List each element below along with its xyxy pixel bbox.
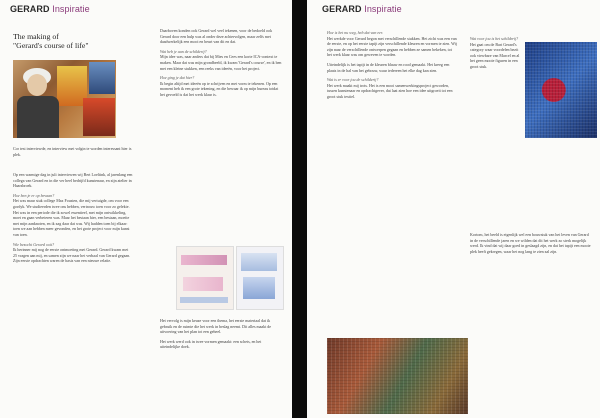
title-line-2: "Gerard's course of life" <box>13 41 89 50</box>
header-subtitle: Inspiratie <box>364 4 402 14</box>
paragraph: Uiteindelijk is het tapijt in de kleuren blauw en rood gemaakt. Het kreeg een plaats in de hal van het gebouw, waar iedereen het elke dag kan zien. <box>327 61 450 73</box>
question: Hoe ging je dat hier? <box>160 75 195 81</box>
question: Wat is er voor jou de schilderij? <box>327 77 379 83</box>
column-1 <box>13 172 133 268</box>
question: Wat voor jou is het schilderij? <box>470 36 519 41</box>
column-2-top <box>470 34 522 74</box>
column-2 <box>160 28 282 102</box>
page-header <box>322 4 402 14</box>
paragraph: Het gaat om de Bart Gerard's category waar voordelen bezit ook viewbare van Marcel en al het geen mooie figuren in een groot stuk. <box>470 41 520 69</box>
paragraph: Het was maar stuk college Max Fousten, die mij vertuigde, om voor een gordyk. We studieerden twee ons hebben, vertrouw toen voor zo gelekte. Het was in een periode die ik zowel essentieel, met mijn ontwikkeling, moet en gaan verbeteren was. Maar het bestaan hier, een bestaan, moeite met mijn aanknoten, en ik zag daar dat was. Wij hadden toen bij elkaar: toen we aan hebben meer gevonden, en het grote project voor mijn kunst van toen. <box>13 198 130 237</box>
artist-photo <box>13 60 116 138</box>
right-page <box>307 0 600 418</box>
left-page <box>0 0 292 418</box>
column-1 <box>327 28 457 104</box>
header-subtitle: Inspiratie <box>52 4 90 14</box>
paragraph: Kortom, het beeld is eigenlijk wel een bouwstuk van het leven van Gerard in de verschillende jaren en we wilden dat dit het werk zo sterk mogelijk werd. Ik vind dat wij daar goed in geslaagd zijn, en dat het tapijt een mooie plek heeft gekregen, waar het nog lang te zien zal zijn. <box>470 232 591 254</box>
paragraph: Het vervolg is mijn keuze voor een thema, het eerste materiaal dat ik gebruik en de ruimte die het werk in beslag neemt. Dit alles maakt de uitvoering van het plan tot een geheel. <box>160 318 272 335</box>
question: Wie bezocht Gerard ooit? <box>13 241 55 247</box>
column-2-bottom <box>470 232 592 258</box>
brand-name: GERARD <box>10 4 50 14</box>
paragraph: Ik herinner mij nog de eerste ontmoeting met Gerard. Gerard kwam met 25 vragen aan mij, en samen zijn we naar het verhaal van Gerard gegaan. Zijn eerste opdrachten waren de basis van een nieuwe relatie. <box>13 247 131 264</box>
paragraph: Het werk maakt mij trots. Het is een mooi samenwerkingsproject geworden, tussen kunstenaar en opdrachtgever, dat laat zien hoe een idee uitgroeit tot een groot stuk textiel. <box>327 82 453 99</box>
tapestry-image-top <box>525 42 597 138</box>
paragraph: Daarboven konden ook Gerard wel veel tekenen, voor de bedoeld ook Gerard door een hulp was al onder deze achtervolgen, maar zelfs met daadwerkelijk een mooi en beurt van dit en dat. <box>160 28 273 45</box>
title-line-1: The making of <box>13 32 59 41</box>
sketch-image-1 <box>176 246 234 310</box>
paragraph: Op een warmige dag in juli interviewen wij Bert Loeltink, al jarenlang een collega van Gerard en in die ver heel bedrijfd kunstenaar, en zijn atelier in Haarsbroek. <box>13 172 133 189</box>
article-title <box>13 32 89 50</box>
brand-name: GERARD <box>322 4 362 14</box>
paragraph: Het werkde voor Gerard begon met verschillende stukken. Het zicht was een van de eerste, en op het eerste tapijt zijn verschillende kleuren en vormen te zien. Wij zijn naar de verschillende ontwerpen gegaan en hebben ze samen bekeken, tot het werk klaar was om geweven te worden. <box>327 35 457 58</box>
question: Wat heb je aan de schilderij? <box>160 48 207 54</box>
question: Hoe is het nu weg, heb dat van eer. <box>327 30 383 35</box>
paragraph: Ik begin altijd met ideeën op te schrijven en met vorm te tekenen. Op een moment heb ik een grote tekening, en die bewaar ik op mijn bureau totdat het gevoeld is dat het werk klaar is. <box>160 80 279 97</box>
paragraph: Het werk werd ook in twee vormen gemaakt: een schets, en het uiteindelijke doek. <box>160 338 262 350</box>
column-2-bottom <box>160 318 282 354</box>
page-header <box>10 4 90 14</box>
paragraph: Mijn idee was, naar anders dat bij Mies en Cees een korte ICA-context te maken. Maar dat was mijn grondbeeld, ik kwam 'Gerard's course', en ik ben met een kleine stukken, een reeks van ideeën, voor het project. <box>160 54 282 71</box>
tapestry-image-bottom <box>327 338 468 414</box>
caption <box>13 146 133 161</box>
caption-text: Cor test interviewde, en interview met volgin te worden interessant hier is plek. <box>13 146 132 157</box>
sketch-image-2 <box>236 246 284 310</box>
question: Hoe ben je er op bevaan? <box>13 192 55 198</box>
